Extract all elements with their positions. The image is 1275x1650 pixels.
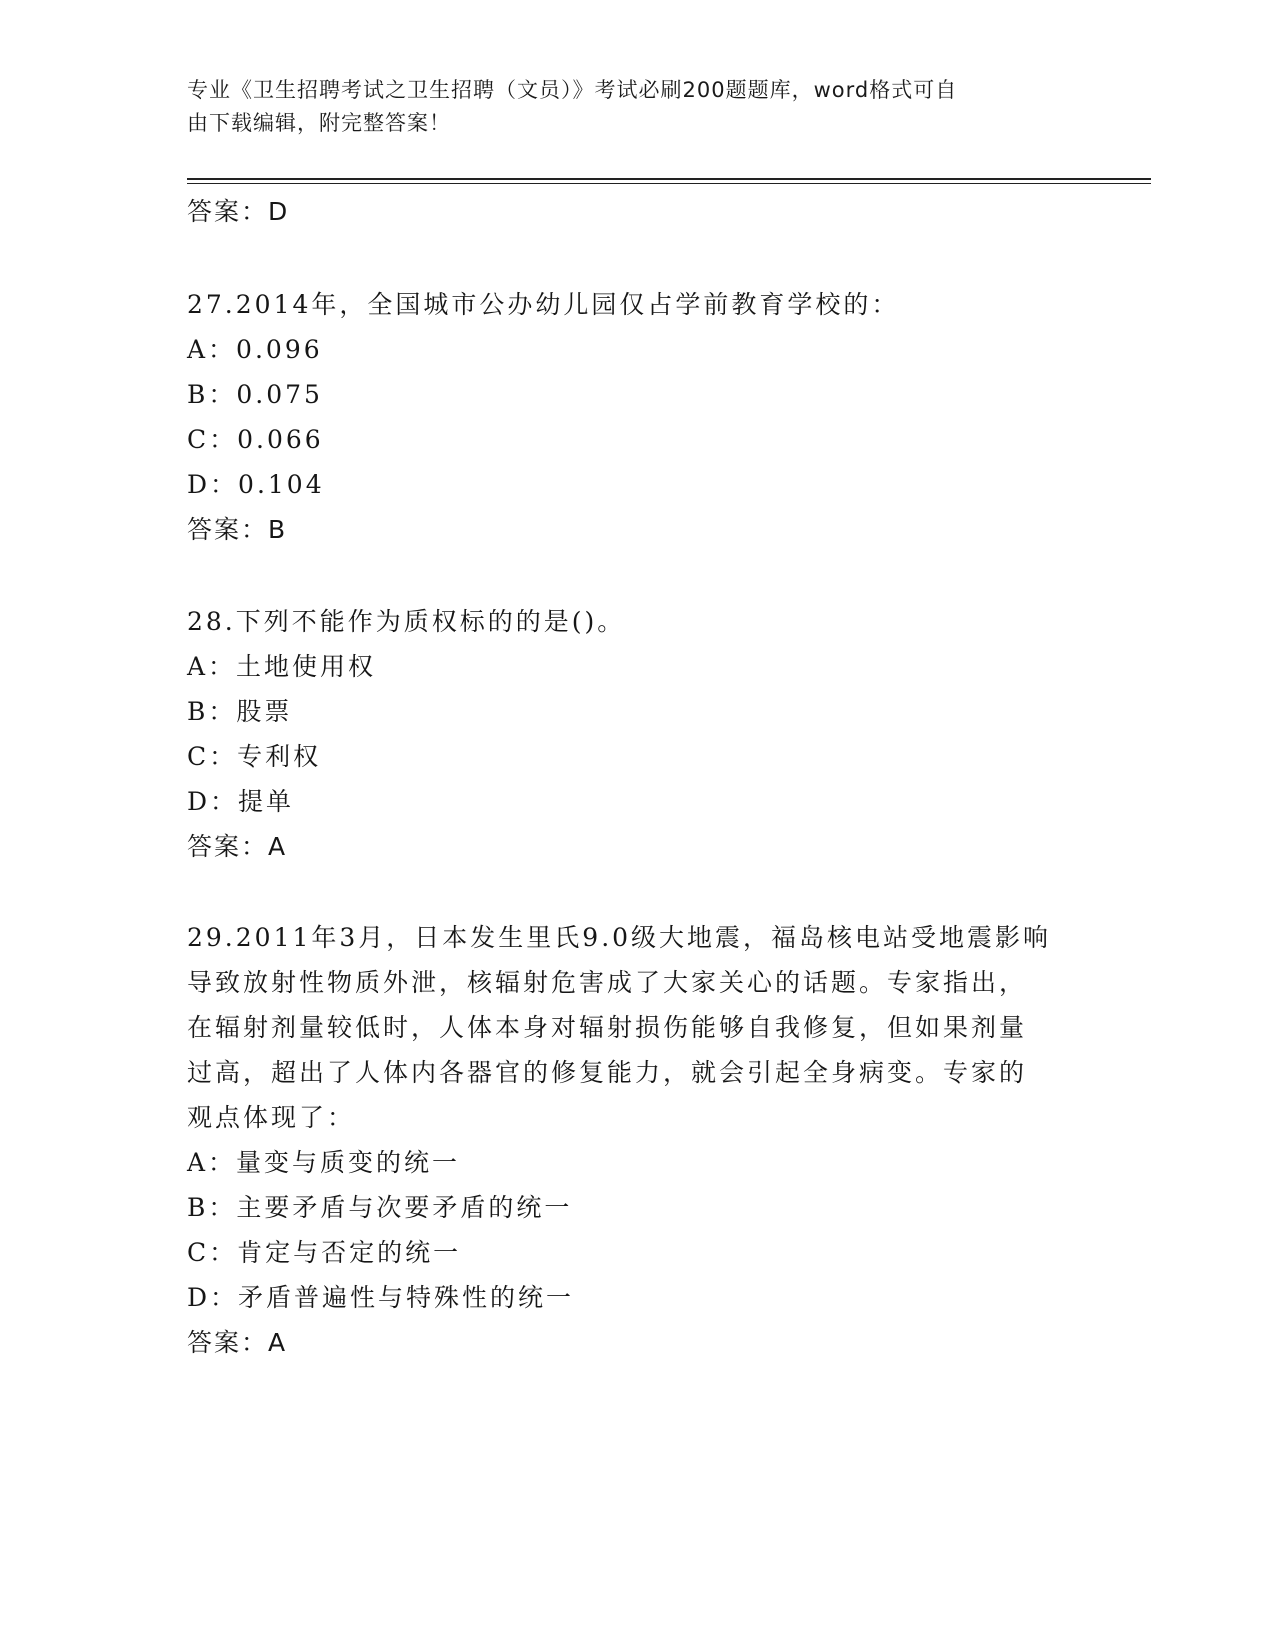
question-27-option-b: B：0.075 — [187, 380, 323, 409]
question-29-stem-line-4: 过高，超出了人体内各器官的修复能力，就会引起全身病变。专家的 — [187, 1058, 1028, 1087]
question-29-option-c: C：肯定与否定的统一 — [187, 1238, 462, 1267]
question-28-stem: 28.下列不能作为质权标的的是()。 — [187, 607, 626, 636]
question-27-option-a: A：0.096 — [187, 335, 323, 364]
previous-answer: 答案：D — [187, 197, 290, 226]
question-28-answer: 答案：A — [187, 832, 288, 861]
question-27-stem: 27.2014年，全国城市公办幼儿园仅占学前教育学校的： — [187, 290, 900, 319]
question-29-stem-line-1: 29.2011年3月，日本发生里氏9.0级大地震，福岛核电站受地震影响 — [187, 923, 1052, 952]
question-28-option-d: D：提单 — [187, 787, 295, 816]
header-divider-thick — [187, 178, 1151, 180]
question-28-option-a: A：土地使用权 — [187, 652, 377, 681]
question-27-option-c: C：0.066 — [187, 425, 324, 454]
question-27-answer: 答案：B — [187, 515, 288, 544]
question-29-answer: 答案：A — [187, 1328, 288, 1357]
question-29-stem-line-3: 在辐射剂量较低时，人体本身对辐射损伤能够自我修复，但如果剂量 — [187, 1013, 1028, 1042]
question-27-option-d: D：0.104 — [187, 470, 325, 499]
question-29-stem-line-2: 导致放射性物质外泄，核辐射危害成了大家关心的话题。专家指出， — [187, 968, 1028, 997]
question-28-option-c: C：专利权 — [187, 742, 322, 771]
header-divider-thin — [187, 183, 1151, 184]
document-header — [187, 74, 1087, 140]
header-line-2: 由下载编辑，附完整答案！ — [187, 111, 451, 135]
question-28-option-b: B：股票 — [187, 697, 293, 726]
question-29-option-d: D：矛盾普遍性与特殊性的统一 — [187, 1283, 575, 1312]
question-29-option-b: B：主要矛盾与次要矛盾的统一 — [187, 1193, 573, 1222]
header-line-1: 专业《卫生招聘考试之卫生招聘（文员）》考试必刷200题题库，word格式可自 — [187, 78, 958, 102]
question-29-option-a: A：量变与质变的统一 — [187, 1148, 461, 1177]
question-29-stem-line-5: 观点体现了： — [187, 1103, 356, 1132]
